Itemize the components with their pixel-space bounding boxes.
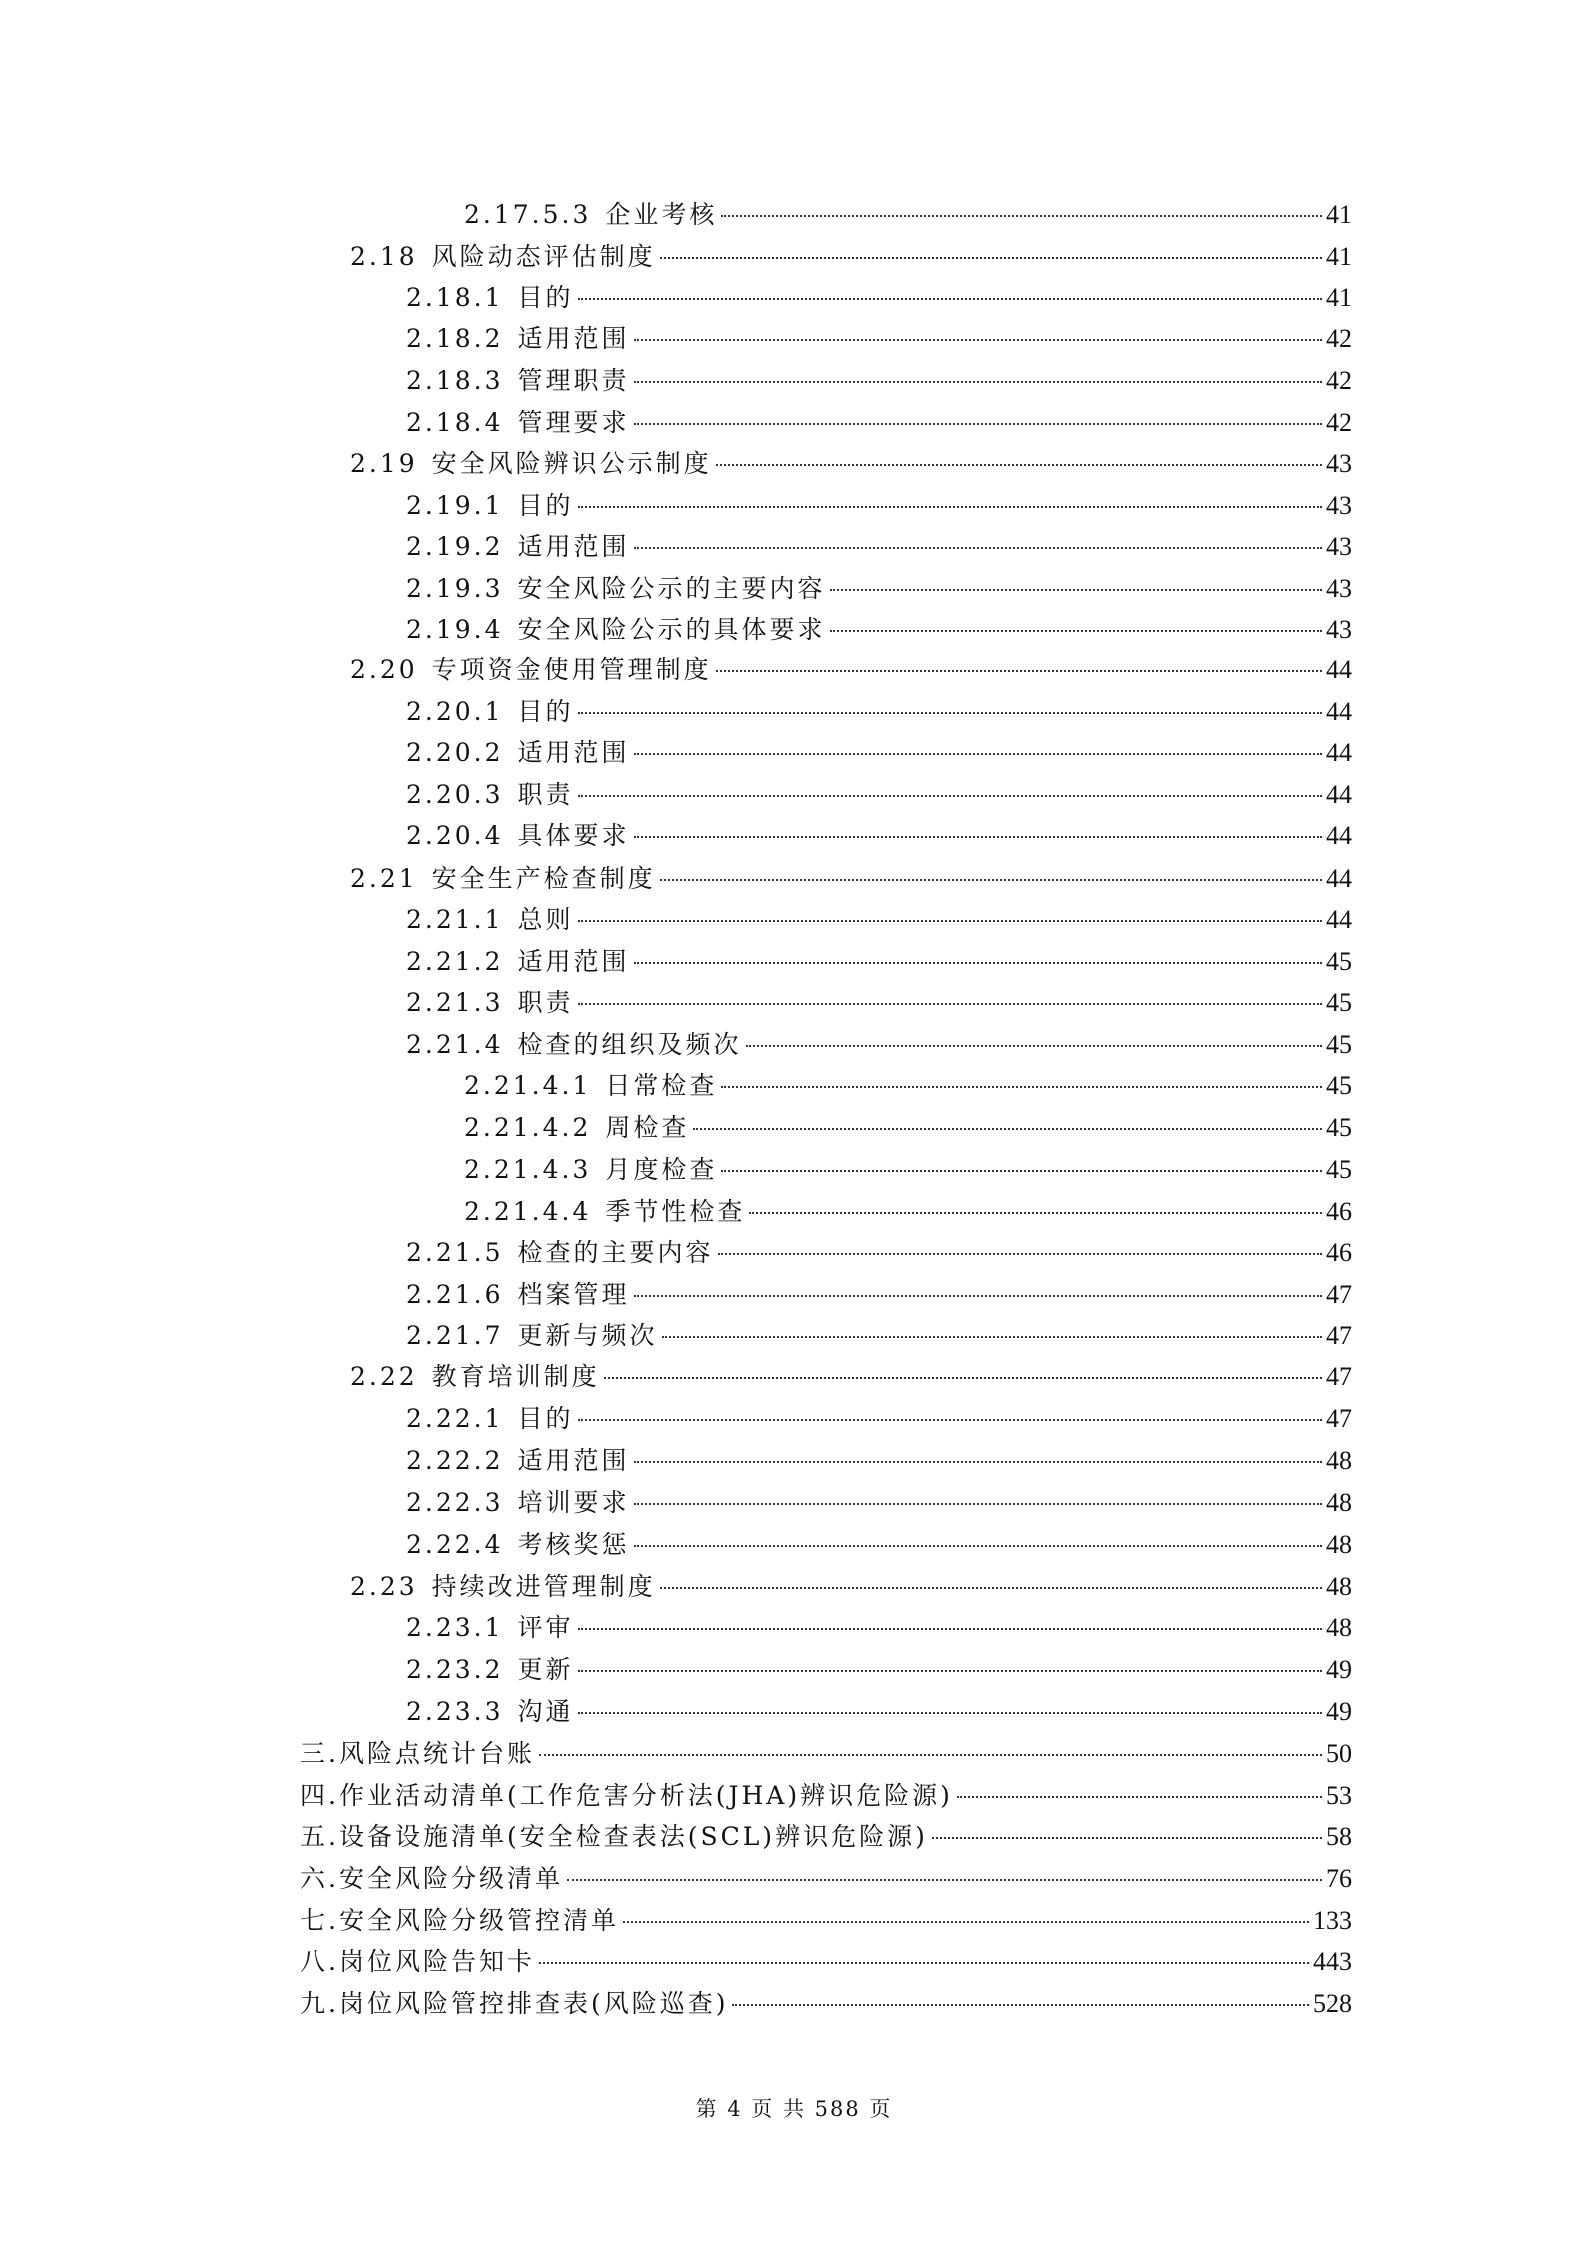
dot-leader [634,339,1322,341]
toc-entry [464,1068,1352,1104]
dot-leader [732,2004,1309,2006]
toc-entry [406,985,1352,1021]
dot-leader [660,879,1322,881]
toc-entry-number: 2.21.7 [406,1321,504,1350]
toc-entry-title: 职责 [517,780,574,809]
toc-entry [406,405,1352,441]
toc-entry [350,239,1352,275]
toc-entry-page-number: 42 [1326,324,1352,353]
toc-entry-page-number: 50 [1326,1739,1352,1768]
dot-leader [660,257,1322,259]
toc-entry-number: 2.19.4 [406,615,504,644]
toc-entry-title: 企业考核 [605,200,718,229]
toc-entry-title: 更新与频次 [517,1321,658,1350]
toc-entry-page-number: 45 [1326,1113,1352,1142]
toc-entry-title: 教育培训制度 [431,1362,600,1391]
dot-leader [634,753,1322,755]
toc-entry-title: 安全风险公示的主要内容 [517,574,826,603]
toc-entry-title: 安全风险辨识公示制度 [431,449,712,478]
toc-entry-page-number: 42 [1326,366,1352,395]
dot-leader [578,795,1322,797]
toc-entry-title: 目的 [517,1404,574,1433]
dot-leader [578,1003,1322,1005]
toc-entry-title: 适用范围 [517,324,630,353]
toc-entry-title: 八.岗位风险告知卡 [300,1947,535,1976]
dot-leader [634,1461,1322,1463]
toc-entry-page-number: 44 [1326,864,1352,893]
toc-entry [350,446,1352,482]
toc-entry-page-number: 48 [1326,1446,1352,1475]
toc-entry-page-number: 48 [1326,1488,1352,1517]
toc-entry [406,818,1352,854]
toc-entry [406,1235,1352,1271]
toc-entry-title: 安全风险公示的具体要求 [517,615,826,644]
toc-entry [300,1778,1352,1814]
dot-leader [578,712,1322,714]
dot-leader [721,1086,1322,1088]
toc-entry-title: 九.岗位风险管控排查表(风险巡查) [300,1989,729,2018]
toc-entry-number: 2.22.2 [406,1446,504,1475]
toc-entry-title: 培训要求 [517,1488,630,1517]
toc-entry-title: 档案管理 [517,1280,630,1309]
toc-entry [406,488,1352,524]
dot-leader [539,1754,1322,1756]
toc-entry-page-number: 49 [1326,1655,1352,1684]
toc-entry [406,1485,1352,1521]
toc-entry [406,1610,1352,1646]
toc-entry-number: 2.20.2 [406,738,504,767]
toc-entry [300,1944,1352,1980]
dot-leader [932,1837,1322,1839]
dot-leader [746,1045,1322,1047]
toc-entry [350,652,1352,688]
toc-entry-page-number: 44 [1326,655,1352,684]
toc-entry-page-number: 46 [1326,1197,1352,1226]
toc-entry-title: 目的 [517,491,574,520]
toc-entry-number: 2.19.2 [406,532,504,561]
toc-entry-title: 三.风险点统计台账 [300,1739,535,1768]
toc-entry-title: 专项资金使用管理制度 [431,655,712,684]
toc-entry [464,1110,1352,1146]
toc-entry-number: 2.18.1 [406,283,504,312]
toc-entry [350,1569,1352,1605]
toc-entry-page-number: 47 [1326,1404,1352,1433]
toc-entry-number: 2.23.3 [406,1697,504,1726]
toc-entry [406,1694,1352,1730]
toc-entry-number: 2.21.4.4 [464,1197,592,1226]
dot-leader [830,630,1322,632]
toc-entry-title: 管理职责 [517,366,630,395]
dot-leader [718,1253,1322,1255]
toc-entry-number: 2.23.1 [406,1613,504,1642]
toc-entry-title: 沟通 [517,1697,574,1726]
toc-entry-title: 评审 [517,1613,574,1642]
toc-entry-title: 管理要求 [517,408,630,437]
dot-leader [634,423,1322,425]
toc-entry-page-number: 44 [1326,905,1352,934]
toc-entry-number: 2.19.3 [406,574,504,603]
toc-entry-page-number: 528 [1313,1989,1352,2018]
toc-entry-page-number: 47 [1326,1280,1352,1309]
toc-entry-page-number: 133 [1313,1906,1352,1935]
dot-leader [634,381,1322,383]
toc-entry [300,1986,1352,2022]
toc-entry-title: 职责 [517,988,574,1017]
toc-entry [464,197,1352,233]
toc-entry-title: 适用范围 [517,947,630,976]
toc-entry-page-number: 49 [1326,1697,1352,1726]
toc-entry-page-number: 45 [1326,1030,1352,1059]
dot-leader [660,1587,1322,1589]
toc-entry [406,1652,1352,1688]
toc-entry-page-number: 43 [1326,532,1352,561]
toc-entry [406,1277,1352,1313]
toc-entry-page-number: 42 [1326,408,1352,437]
toc-entry-title: 适用范围 [517,1446,630,1475]
toc-entry-number: 2.21.4 [406,1030,504,1059]
toc-entry-number: 2.23 [350,1572,418,1601]
dot-leader [721,1170,1322,1172]
dot-leader [957,1796,1322,1798]
dot-leader [662,1336,1322,1338]
toc-entry-number: 2.22.4 [406,1530,504,1559]
toc-entry-title: 总则 [517,905,574,934]
toc-entry-page-number: 45 [1326,988,1352,1017]
toc-entry-number: 2.19.1 [406,491,504,520]
toc-entry-page-number: 53 [1326,1781,1352,1810]
toc-entry-number: 2.19 [350,449,418,478]
dot-leader [578,298,1322,300]
toc-entry-number: 2.22 [350,1362,418,1391]
toc-entry-page-number: 45 [1326,947,1352,976]
toc-entry-title: 检查的主要内容 [517,1238,714,1267]
dot-leader [749,1212,1322,1214]
toc-entry-page-number: 41 [1326,283,1352,312]
toc-entry-page-number: 44 [1326,780,1352,809]
toc-entry-title: 风险动态评估制度 [431,242,656,271]
toc-entry-number: 2.22.3 [406,1488,504,1517]
toc-entry-page-number: 76 [1326,1864,1352,1893]
dot-leader [578,1712,1322,1714]
toc-entry-number: 2.21.4.2 [464,1113,592,1142]
dot-leader [604,1377,1322,1379]
toc-entry-title: 适用范围 [517,532,630,561]
page-footer: 第 4 页 共 588 页 [695,2097,893,2121]
toc-entry-number: 2.20.3 [406,780,504,809]
toc-entry-page-number: 58 [1326,1822,1352,1851]
toc-entry-page-number: 47 [1326,1362,1352,1391]
toc-entry-title: 考核奖惩 [517,1530,630,1559]
toc-entry [406,1401,1352,1437]
toc-entry-number: 2.18.2 [406,324,504,353]
toc-entry-page-number: 48 [1326,1572,1352,1601]
toc-entry-number: 2.21.3 [406,988,504,1017]
toc-entry [300,1861,1352,1897]
toc-entry-number: 2.21.5 [406,1238,504,1267]
toc-entry-title: 周检查 [605,1113,690,1142]
toc-entry-page-number: 48 [1326,1613,1352,1642]
toc-entry-title: 七.安全风险分级管控清单 [300,1906,619,1935]
toc-entry [406,1527,1352,1563]
dot-leader [716,670,1322,672]
dot-leader [567,1879,1322,1881]
toc-entry-title: 持续改进管理制度 [431,1572,656,1601]
toc-entry-title: 安全生产检查制度 [431,864,656,893]
toc-entry-number: 2.23.2 [406,1655,504,1684]
toc-entry-title: 五.设备设施清单(安全检查表法(SCL)辨识危险源) [300,1822,928,1851]
toc-entry-title: 月度检查 [605,1155,718,1184]
dot-leader [634,1295,1322,1297]
toc-entry [406,321,1352,357]
dot-leader [578,1419,1322,1421]
toc-entry-number: 2.21.4.1 [464,1071,592,1100]
toc-entry-number: 2.21.6 [406,1280,504,1309]
dot-leader [830,589,1322,591]
toc-entry-page-number: 46 [1326,1238,1352,1267]
toc-entry [406,529,1352,565]
toc-entry-number: 2.20.4 [406,821,504,850]
toc-entry [406,280,1352,316]
toc-entry [350,1359,1352,1395]
dot-leader [539,1962,1309,1964]
dot-leader [634,962,1322,964]
dot-leader [716,464,1322,466]
toc-entry-number: 2.17.5.3 [464,200,592,229]
toc-entry [300,1736,1352,1772]
toc-entry-number: 2.20.1 [406,697,504,726]
toc-entry-page-number: 43 [1326,491,1352,520]
dot-leader [634,1545,1322,1547]
toc-entry-number: 2.18.3 [406,366,504,395]
toc-entry-title: 日常检查 [605,1071,718,1100]
dot-leader [578,1670,1322,1672]
dot-leader [578,1628,1322,1630]
toc-entry-page-number: 41 [1326,242,1352,271]
toc-entry-title: 六.安全风险分级清单 [300,1864,563,1893]
toc-entry-title: 具体要求 [517,821,630,850]
toc-entry-number: 2.21.2 [406,947,504,976]
dot-leader [634,1503,1322,1505]
dot-leader [634,836,1322,838]
toc-entry [406,735,1352,771]
dot-leader [578,920,1322,922]
toc-entry-title: 目的 [517,283,574,312]
toc-entry-title: 检查的组织及频次 [517,1030,742,1059]
toc-entry-page-number: 44 [1326,821,1352,850]
toc-entry-title: 季节性检查 [605,1197,746,1226]
toc-entry [406,694,1352,730]
toc-entry [406,1318,1352,1354]
toc-entry [406,363,1352,399]
toc-entry [406,612,1352,648]
toc-entry-page-number: 45 [1326,1071,1352,1100]
dot-leader [721,215,1322,217]
toc-entry-page-number: 48 [1326,1530,1352,1559]
toc-entry-page-number: 47 [1326,1321,1352,1350]
toc-entry [406,777,1352,813]
toc-entry [406,902,1352,938]
toc-entry-page-number: 44 [1326,697,1352,726]
toc-entry-page-number: 43 [1326,449,1352,478]
dot-leader [693,1128,1322,1130]
toc-entry [300,1903,1352,1939]
toc-entry-title: 适用范围 [517,738,630,767]
toc-entry-number: 2.18.4 [406,408,504,437]
toc-entry-number: 2.22.1 [406,1404,504,1433]
toc-entry-page-number: 43 [1326,615,1352,644]
dot-leader [578,506,1322,508]
toc-entry-title: 四.作业活动清单(工作危害分析法(JHA)辨识危险源) [300,1781,953,1810]
toc-entry-page-number: 45 [1326,1155,1352,1184]
toc-entry-number: 2.20 [350,655,418,684]
toc-entry-number: 2.21.4.3 [464,1155,592,1184]
toc-entry [464,1194,1352,1230]
toc-entry-number: 2.21.1 [406,905,504,934]
toc-entry [406,1443,1352,1479]
dot-leader [623,1921,1309,1923]
toc-entry [300,1819,1352,1855]
toc-entry [406,944,1352,980]
toc-entry-page-number: 41 [1326,200,1352,229]
dot-leader [634,547,1322,549]
toc-entry-page-number: 43 [1326,574,1352,603]
toc-entry [350,861,1352,897]
toc-entry-page-number: 44 [1326,738,1352,767]
toc-entry-number: 2.18 [350,242,418,271]
toc-entry [406,1027,1352,1063]
toc-entry [464,1152,1352,1188]
toc-entry-title: 更新 [517,1655,574,1684]
toc-entry-page-number: 443 [1313,1947,1352,1976]
toc-entry [406,571,1352,607]
toc-entry-number: 2.21 [350,864,418,893]
toc-entry-title: 目的 [517,697,574,726]
